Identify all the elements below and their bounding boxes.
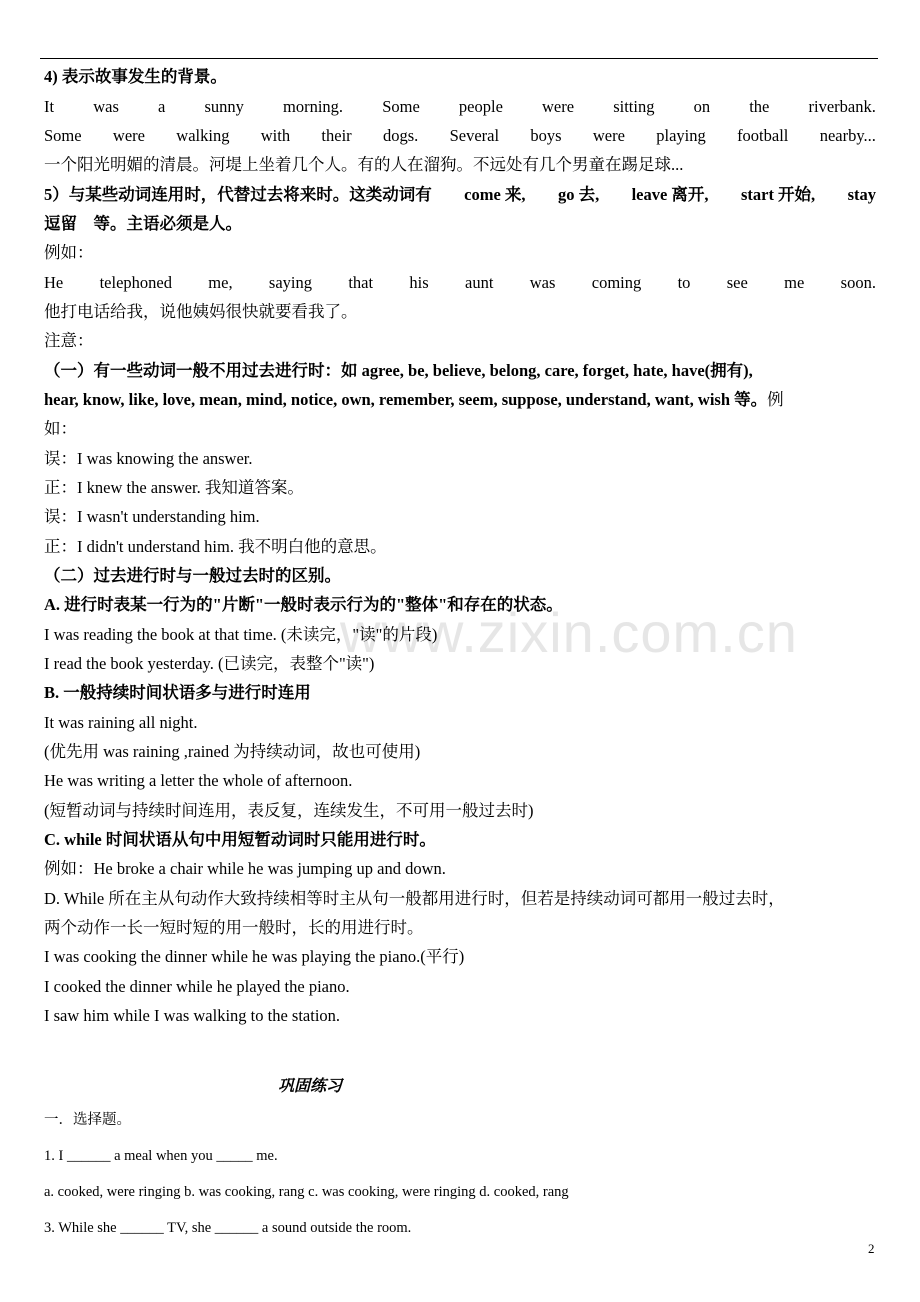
word: telephoned — [99, 273, 172, 292]
section5-line2: 逗留 等。主语必须是人。 — [44, 214, 242, 233]
header-rule — [40, 58, 878, 59]
section4-chinese: 一个阳光明媚的清晨。河堤上坐着几个人。有的人在溜狗。不远处有几个男童在踢足球... — [44, 155, 684, 174]
point-d-line1: D. While 所在主从句动作大致持续相等时主从句一般都用进行时，但若是持续动词可都用一般过去时， — [44, 889, 785, 908]
exercise-section: 一．选择题。 — [44, 1112, 131, 1128]
notes-label: 注意： — [44, 331, 94, 350]
section4-english-line1 — [44, 96, 876, 118]
note-one-verbs: hear, know, like, love, mean, mind, notice, own, remember, seem, suppose, understand, want, wish 等。 — [44, 390, 768, 409]
word: nearby... — [819, 126, 876, 145]
point-b-example-1: It was raining all night. — [44, 713, 198, 732]
word: playing — [656, 126, 706, 145]
word: Some — [44, 126, 82, 145]
point-d-line2: 两个动作一长一短时短的用一般时，长的用进行时。 — [44, 918, 424, 937]
word: stay — [847, 185, 876, 204]
section4-english-line2 — [44, 125, 876, 147]
note-one-line1: （一）有一些动词一般不用过去进行时：如 agree, be, believe, belong, care, forget, hate, have(拥有), — [44, 361, 753, 380]
point-d-example-3: I saw him while I was walking to the station. — [44, 1006, 341, 1025]
section4-heading: 4) 表示故事发生的背景。 — [44, 67, 227, 86]
word: sitting — [613, 97, 655, 116]
word: aunt — [465, 273, 494, 292]
word: on — [693, 97, 711, 116]
word: morning. — [283, 97, 344, 116]
word: Some — [382, 97, 420, 116]
word: see — [726, 273, 748, 292]
word: football — [737, 126, 789, 145]
point-b-note-1: (优先用 was raining ,rained 为持续动词，故也可使用) — [44, 742, 421, 761]
word: was — [93, 97, 119, 116]
word: walking — [176, 126, 230, 145]
word: sunny — [204, 97, 244, 116]
word: Several — [449, 126, 500, 145]
example-label: 例如： — [44, 243, 94, 262]
word: their — [321, 126, 352, 145]
word: soon. — [840, 273, 876, 292]
point-c-heading: C. while 时间状语从句中用短暂动词时只能用进行时。 — [44, 830, 436, 849]
word: his — [409, 273, 429, 292]
question-1: 1. I ______ a meal when you _____ me. — [44, 1148, 278, 1164]
point-b-note-2: (短暂动词与持续时间连用，表反复，连续发生，不可用一般过去时) — [44, 801, 534, 820]
word: were — [592, 126, 625, 145]
word: riverbank. — [808, 97, 876, 116]
point-a-heading: A. 进行时表某一行为的"片断"一般时表示行为的"整体"和存在的状态。 — [44, 595, 563, 614]
word: coming — [591, 273, 642, 292]
point-b-example-2: He was writing a letter the whole of afternoon. — [44, 771, 353, 790]
point-d-example-1: I was cooking the dinner while he was playing the piano.(平行) — [44, 947, 465, 966]
wrong-example-1: 误：I was knowing the answer. — [44, 449, 253, 468]
note-one-line3: 如： — [44, 419, 77, 438]
word: were — [112, 126, 145, 145]
exercise-title: 巩固练习 — [278, 1078, 343, 1095]
word: saying — [268, 273, 313, 292]
word: people — [458, 97, 503, 116]
word: come 来, — [464, 185, 526, 204]
word: dogs. — [382, 126, 419, 145]
right-example-2: 正：I didn't understand him. 我不明白他的意思。 — [44, 537, 387, 556]
word: boys — [530, 126, 562, 145]
note-one-tail: 例 — [767, 390, 784, 409]
point-b-heading: B. 一般持续时间状语多与进行时连用 — [44, 683, 311, 702]
word: 5）与某些动词连用时，代替过去将来时。这类动词有 — [44, 185, 432, 204]
word: It — [44, 97, 55, 116]
page-number: 2 — [868, 1241, 875, 1256]
note-one-line2 — [44, 389, 876, 411]
word: with — [260, 126, 291, 145]
word: the — [749, 97, 770, 116]
word: to — [677, 273, 691, 292]
watermark: www.zixin.com.cn — [340, 601, 798, 664]
word: start 开始, — [740, 185, 816, 204]
note-two-heading: （二）过去进行时与一般过去时的区别。 — [44, 566, 341, 585]
section5-chinese: 他打电话给我，说他姨妈很快就要看我了。 — [44, 302, 358, 321]
point-c-example: 例如：He broke a chair while he was jumping up and down. — [44, 859, 446, 878]
word: me — [784, 273, 805, 292]
word: me, — [208, 273, 233, 292]
word: a — [158, 97, 166, 116]
section5-english — [44, 272, 876, 294]
word: were — [542, 97, 575, 116]
word: leave 离开, — [631, 185, 709, 204]
point-a-example-1: I was reading the book at that time. (未读完，"读"的片段) — [44, 625, 438, 644]
question-3: 3. While she ______ TV, she ______ a sound outside the room. — [44, 1220, 412, 1236]
question-1-options: a. cooked, were ringing b. was cooking, rang c. was cooking, were ringing d. cooked, rang — [44, 1184, 569, 1200]
word: He — [44, 273, 64, 292]
wrong-example-2: 误：I wasn't understanding him. — [44, 507, 260, 526]
word: go 去, — [557, 185, 600, 204]
point-a-example-2: I read the book yesterday. (已读完，表整个"读") — [44, 654, 375, 673]
word: was — [529, 273, 556, 292]
section5-line1 — [44, 184, 876, 206]
right-example-1: 正：I knew the answer. 我知道答案。 — [44, 478, 304, 497]
word: that — [348, 273, 374, 292]
point-d-example-2: I cooked the dinner while he played the piano. — [44, 977, 350, 996]
